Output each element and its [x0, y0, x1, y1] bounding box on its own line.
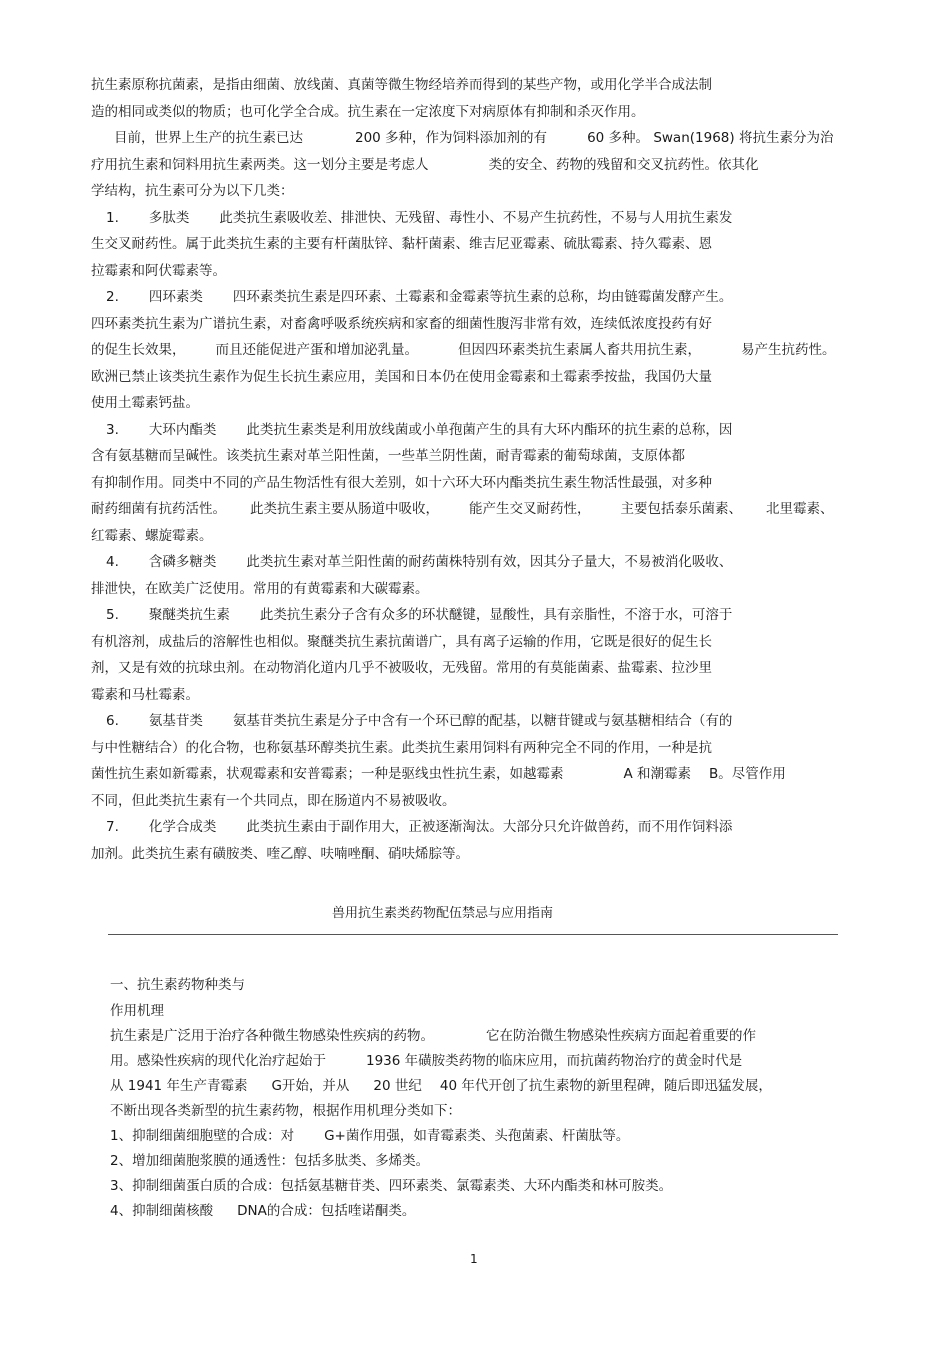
- class-2-line-5: 使用土霉素钙盐。: [91, 395, 199, 411]
- class-5-name: 聚醚类抗生素: [148, 607, 230, 623]
- class-5-line-3: 剂，又是有效的抗球虫剂。在动物消化道内几乎不被吸收，无残留。常用的有莫能菌素、盐霉素、拉沙里: [91, 660, 712, 676]
- class-2-heading: 2. 四环素类 四环素类抗生素是四环素、土霉素和金霉素等抗生素的总称，均由链霉菌发酵产生。: [106, 289, 733, 305]
- class-1-name: 多肽类: [148, 210, 190, 226]
- class-4-line-2: 排泄快，在欧美广泛使用。常用的有黄霉素和大碳霉素。: [91, 581, 429, 597]
- intro-line-3: 目前，世界上生产的抗生素已达 200 多种，作为饲料添加剂的有 60 多种。 Swan(1968) 将抗生素分为治: [114, 130, 834, 146]
- class-1-line-2: 生交叉耐药性。属于此类抗生素的主要有杆菌肽锌、黏杆菌素、维吉尼亚霉素、硫肽霉素、持久霉素、恩: [91, 236, 712, 252]
- class-5-heading: 5. 聚醚类抗生素 此类抗生素分子含有众多的环状醚键，显酸性，具有亲脂性，不溶于水，可溶于: [106, 607, 733, 623]
- page-number: 1: [470, 1252, 478, 1266]
- guide-title: 兽用抗生素类药物配伍禁忌与应用指南: [332, 906, 554, 921]
- class-2-name: 四环素类: [148, 289, 203, 305]
- class-6-name: 氨基苷类: [148, 713, 203, 729]
- class-1-line-3: 拉霉素和阿伏霉素等。: [91, 263, 226, 279]
- guide-heading-line-1: 一、抗生素药物种类与: [110, 977, 245, 993]
- class-3-line-2: 含有氨基糖而呈碱性。该类抗生素对革兰阳性菌，一些革兰阴性菌，耐青霉素的葡萄球菌，支原体都: [91, 448, 685, 464]
- title-divider: [108, 934, 838, 935]
- class-7-heading: 7. 化学合成类 此类抗生素由于副作用大，正被逐渐淘汰。大部分只允许做兽药，而不用作饲料添: [106, 819, 733, 835]
- class-5-line-2: 有机溶剂，成盐后的溶解性也相似。聚醚类抗生素抗菌谱广，具有离子运输的作用，它既是很好的促生长: [91, 634, 712, 650]
- class-6-line-4: 不同，但此类抗生素有一个共同点，即在肠道内不易被吸收。: [91, 793, 456, 809]
- class-7-name: 化学合成类: [148, 819, 217, 835]
- class-3-line-5: 红霉素、螺旋霉素。: [91, 528, 213, 544]
- class-4-name: 含磷多糖类: [148, 554, 217, 570]
- guide-para-line-4: 不断出现各类新型的抗生素药物，根据作用机理分类如下：: [110, 1103, 461, 1119]
- class-3-line-4: 耐药细菌有抗药活性。 此类抗生素主要从肠道中吸收， 能产生交叉耐药性， 主要包括泰乐菌素、 北里霉素、: [91, 501, 834, 517]
- class-2-line-3: 的促生长效果， 而且还能促进产蛋和增加泌乳量。 但因四环素类抗生素属人畜共用抗生素， 易产生抗药性。: [91, 342, 836, 358]
- class-6-line-3: 菌性抗生素如新霉素，状观霉素和安普霉素；一种是驱线虫性抗生素，如越霉素 A 和潮霉素 B。尽管作用: [91, 766, 786, 782]
- intro-line-4: 疗用抗生素和饲料用抗生素两类。这一划分主要是考虑人 类的安全、药物的残留和交叉抗药性。依其化: [91, 157, 759, 173]
- guide-heading-line-2: 作用机理: [110, 1003, 164, 1019]
- class-3-line-3: 有抑制作用。同类中不同的产品生物活性有很大差别，如十六环大环内酯类抗生素生物活性最强，对多种: [91, 475, 712, 491]
- class-5-line-4: 霉素和马杜霉素。: [91, 687, 199, 703]
- class-1-heading: 1. 多肽类 此类抗生素吸收差、排泄快、无残留、毒性小、不易产生抗药性，不易与人用抗生素发: [106, 210, 733, 226]
- class-7-line-2: 加剂。此类抗生素有磺胺类、喹乙醇、呋喃唑酮、硝呋烯腙等。: [91, 846, 469, 862]
- guide-para-line-1: 抗生素是广泛用于治疗各种微生物感染性疾病的药物。 它在防治微生物感染性疾病方面起着重要的作: [110, 1028, 756, 1044]
- guide-para-line-3: 从 1941 年生产青霉素 G开始，并从 20 世纪 40 年代开创了抗生素物的新里程碑，随后即迅猛发展，: [110, 1078, 772, 1094]
- mechanism-item-4: 4、抑制细菌核酸 DNA的合成：包括喹诺酮类。: [110, 1203, 416, 1219]
- mechanism-item-2: 2、增加细菌胞浆膜的通透性：包括多肽类、多烯类。: [110, 1153, 430, 1169]
- class-2-line-2: 四环素类抗生素为广谱抗生素，对畜禽呼吸系统疾病和家畜的细菌性腹泻非常有效，连续低浓度投药有好: [91, 316, 712, 332]
- intro-line-5: 学结构，抗生素可分为以下几类：: [91, 183, 294, 199]
- intro-line-1: 抗生素原称抗菌素，是指由细菌、放线菌、真菌等微生物经培养而得到的某些产物，或用化学半合成法制: [91, 77, 712, 93]
- mechanism-item-3: 3、抑制细菌蛋白质的合成：包括氨基糖苷类、四环素类、氯霉素类、大环内酯类和林可胺类。: [110, 1178, 673, 1194]
- guide-para-line-2: 用。感染性疾病的现代化治疗起始于 1936 年磺胺类药物的临床应用，而抗菌药物治疗的黄金时代是: [110, 1053, 743, 1069]
- class-3-heading: 3. 大环内酯类 此类抗生素类是利用放线菌或小单孢菌产生的具有大环内酯环的抗生素的总称，因: [106, 422, 733, 438]
- intro-line-2: 造的相同或类似的物质；也可化学全合成。抗生素在一定浓度下对病原体有抑制和杀灭作用。: [91, 104, 645, 120]
- class-6-line-2: 与中性糖结合）的化合物，也称氨基环醇类抗生素。此类抗生素用饲料有两种完全不同的作用，一种是抗: [91, 740, 712, 756]
- class-2-line-4: 欧洲已禁止该类抗生素作为促生长抗生素应用，美国和日本仍在使用金霉素和土霉素季按盐，我国仍大量: [91, 369, 712, 385]
- class-3-name: 大环内酯类: [148, 422, 217, 438]
- class-4-heading: 4. 含磷多糖类 此类抗生素对革兰阳性菌的耐药菌株特别有效，因其分子量大，不易被消化吸收、: [106, 554, 733, 570]
- class-6-heading: 6. 氨基苷类 氨基苷类抗生素是分子中含有一个环已醇的配基，以糖苷键或与氨基糖相结合（有的: [106, 713, 733, 729]
- mechanism-item-1: 1、抑制细菌细胞壁的合成：对 G+菌作用强，如青霉素类、头孢菌素、杆菌肽等。: [110, 1128, 630, 1144]
